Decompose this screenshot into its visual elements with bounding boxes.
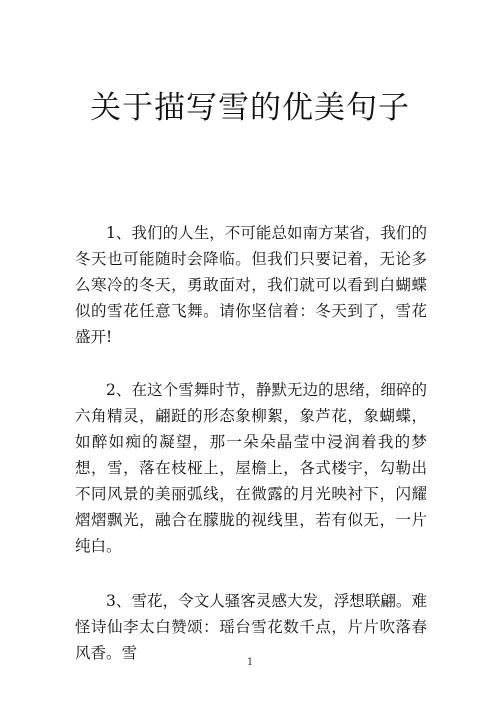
paragraph-3: 3、雪花，令文人骚客灵感大发，浮想联翩。难怪诗仙李太白赞颂：瑶台雪花数千点，片片吹落春风香。雪: [75, 592, 427, 662]
document-title: 关于描写雪的优美句子: [90, 90, 410, 126]
paragraph-2: 2、在这个雪舞时节，静默无边的思绪，细碎的六角精灵，翩跹的形态象柳絮，象芦花，象蝴蝶，如醉如痴的凝望，那一朵朵晶莹中浸润着我的梦想，雪，落在枝桠上，屋檐上，各式楼宇，勾勒出不同风景的美丽弧线，在微露的月光映衬下，闪耀熠熠飘光，融合在朦胧的视线里，若有似无，一片纯白。: [75, 381, 427, 555]
paragraph-1: 1、我们的人生，不可能总如南方某省，我们的冬天也可能随时会降临。但我们只要记着，无论多么寒冷的冬天，勇敢面对，我们就可以看到白蝴蝶似的雪花任意飞舞。请你坚信着：冬天到了，雪花盛开!: [75, 224, 427, 346]
page-number: 1: [246, 657, 254, 668]
